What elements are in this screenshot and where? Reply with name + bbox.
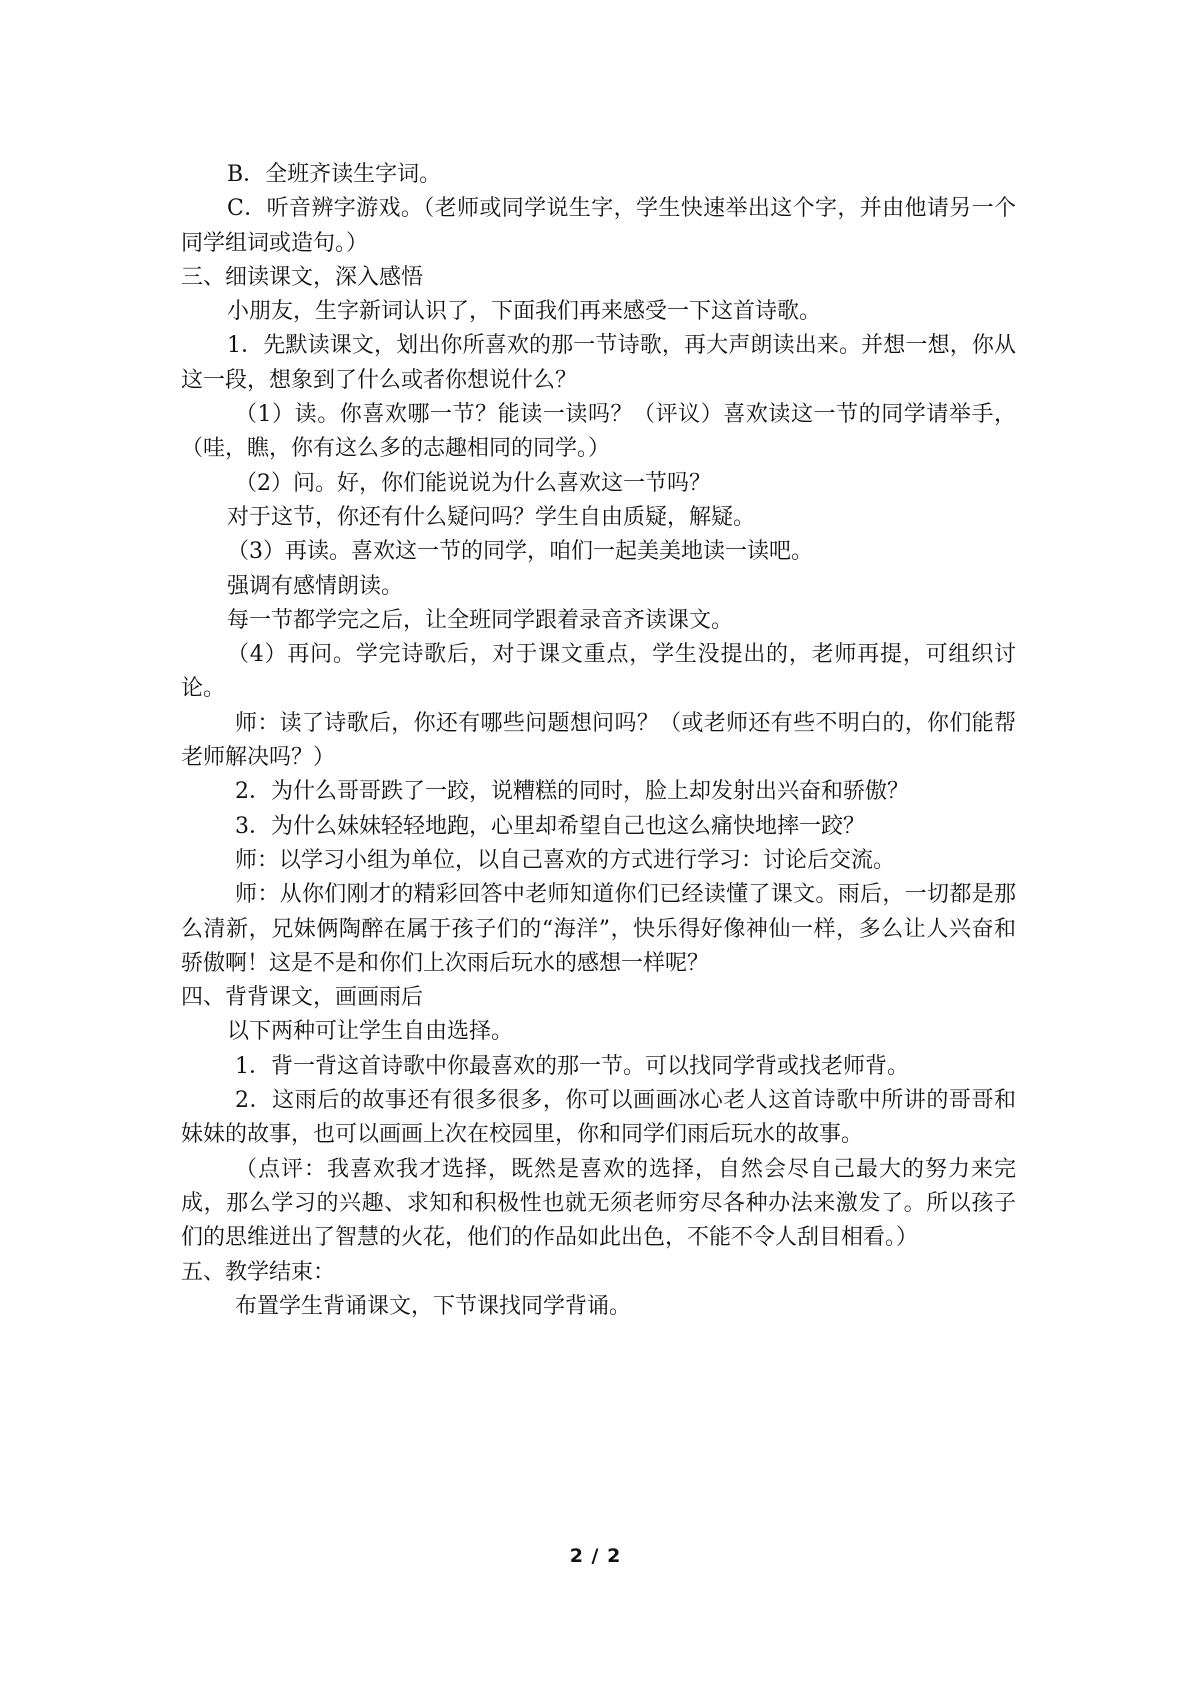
paragraph: 对于这节，你还有什么疑问吗？学生自由质疑，解疑。 (227, 504, 756, 530)
page-number: 2 / 2 (569, 1545, 622, 1567)
paragraph: 1．背一背这首诗歌中你最喜欢的那一节。可以找同学背或找老师背。 (235, 1053, 909, 1079)
paragraph: 小朋友，生字新词认识了，下面我们再来感受一下这首诗歌。 (227, 299, 822, 325)
paragraph: 强调有感情朗读。 (227, 573, 404, 599)
paragraph: 以下两种可让学生自由选择。 (227, 1019, 514, 1045)
paragraph: （2）问。好，你们能说说为什么喜欢这一节吗？ (235, 470, 711, 496)
paragraph: C．听音辨字游戏。（老师或同学说生字，学生快速举出这个字，并由他请另一个同学组词或造句。） (181, 196, 1016, 256)
section-heading: 三、细读课文，深入感悟 (181, 264, 424, 290)
paragraph: 每一节都学完之后，让全班同学跟着录音齐读课文。 (227, 607, 734, 633)
paragraph: 师：读了诗歌后，你还有哪些问题想问吗？（或老师还有些不明白的，你们能帮老师解决吗？） (181, 710, 1016, 771)
paragraph: （4）再问。学完诗歌后，对于课文重点，学生没提出的，老师再提，可组织讨论。 (181, 642, 1016, 702)
paragraph: （点评：我喜欢我才选择，既然是喜欢的选择，自然会尽自己最大的努力来完成，那么学习的兴趣、求知和积极性也就无须老师穷尽各种办法来激发了。所以孩子们的思维迸出了智慧的火花，他们的作品如此出色，不能不令人刮目相看。） (181, 1156, 1016, 1251)
paragraph: （3）再读。喜欢这一节的同学，咱们一起美美地读一读吧。 (227, 539, 813, 565)
paragraph: B．全班齐读生字词。 (227, 162, 442, 187)
paragraph: 3．为什么妹妹轻轻地跑，心里却希望自己也这么痛快地摔一跤？ (235, 813, 865, 839)
section-heading: 四、背背课文，画画雨后 (181, 985, 424, 1011)
paragraph: 师：以学习小组为单位，以自己喜欢的方式进行学习：讨论后交流。 (235, 847, 896, 873)
paragraph: 2．为什么哥哥跌了一跤，说糟糕的同时，脸上却发射出兴奋和骄傲？ (235, 779, 909, 805)
section-heading: 五、教学结束： (181, 1259, 336, 1285)
paragraph: 布置学生背诵课文，下节课找同学背诵。 (235, 1293, 632, 1319)
paragraph: （1）读。你喜欢哪一节？能读一读吗？（评议）喜欢读这一节的同学请举手，（哇，瞧，你有这么多的志趣相同的同学。） (181, 402, 1016, 462)
paragraph: 师：从你们刚才的精彩回答中老师知道你们已经读懂了课文。雨后，一切都是那么清新，兄妹俩陶醉在属于孩子们的“海洋”，快乐得好像神仙一样，多么让人兴奋和骄傲啊！这是不是和你们上次雨后玩水的感想一样呢？ (181, 882, 1016, 976)
paragraph: 1．先默读课文，划出你所喜欢的那一节诗歌，再大声朗读出来。并想一想，你从这一段，想象到了什么或者你想说什么？ (181, 333, 1016, 393)
document-body (181, 158, 1016, 1324)
paragraph: 2．这雨后的故事还有很多很多，你可以画画冰心老人这首诗歌中所讲的哥哥和妹妹的故事，也可以画画上次在校园里，你和同学们雨后玩水的故事。 (181, 1088, 1016, 1148)
